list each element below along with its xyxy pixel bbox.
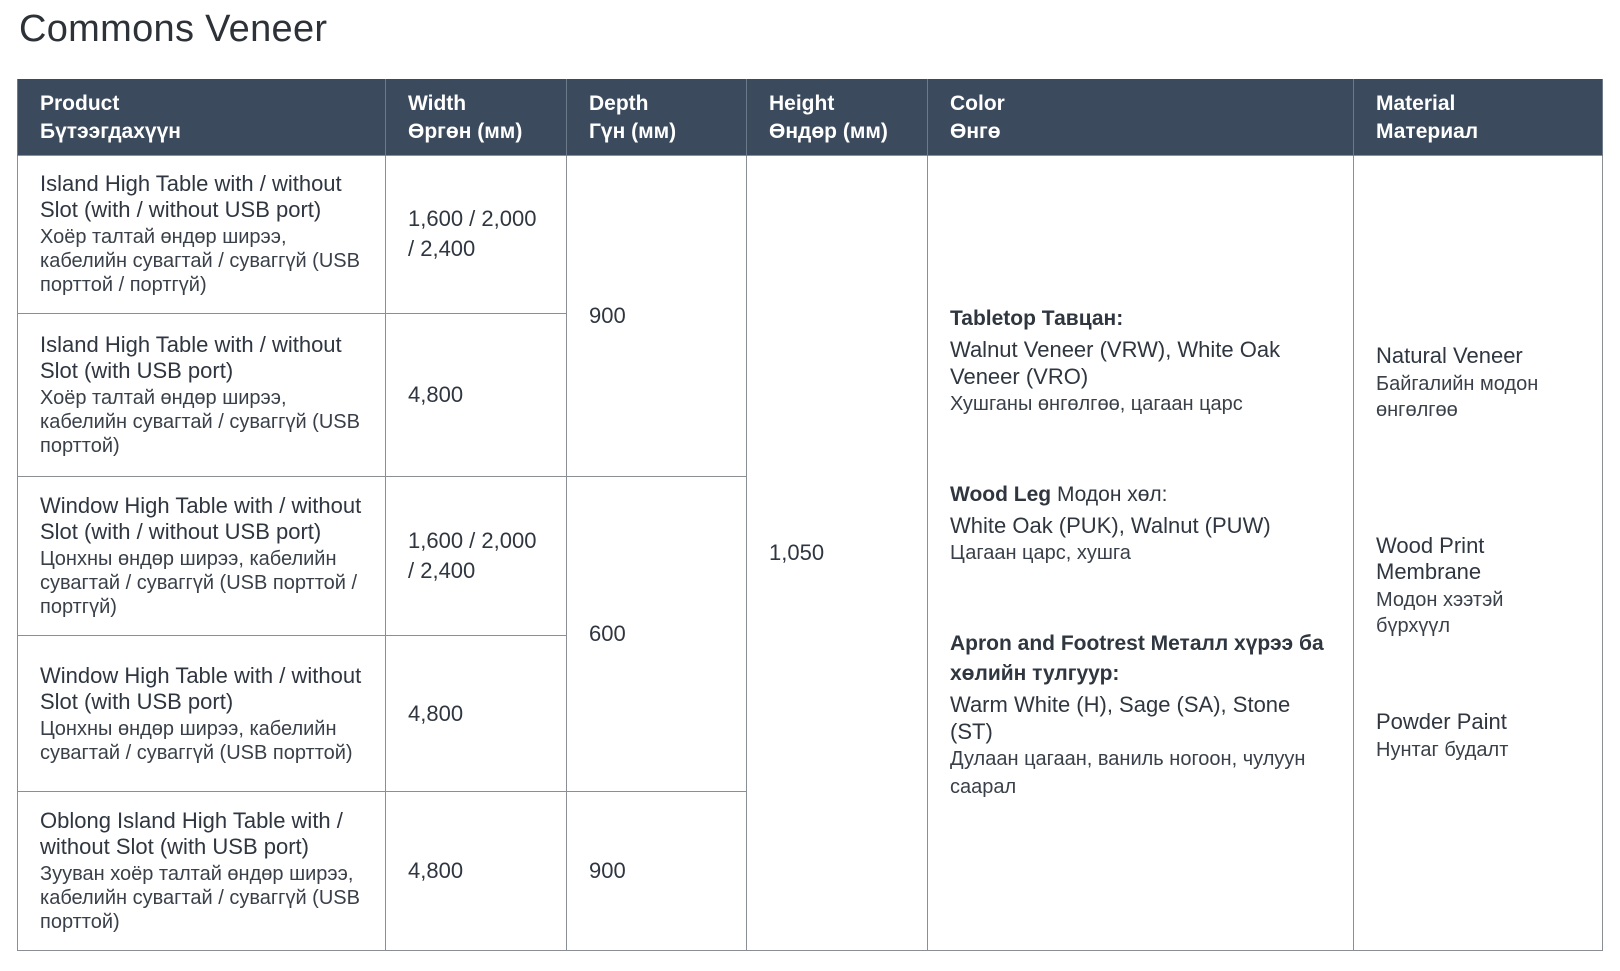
width-cell: 4,800 [386,635,567,791]
color-wood-leg: Wood Leg Модон хөл: White Oak (PUK), Walnut (PUW) Цагаан царс, хушга [950,483,1271,565]
height-cell: 1,050 [747,155,928,951]
table-header-row [18,79,1603,155]
material-wood-print: Wood Print Membrane Модон хээтэй бүрхүүл [1376,532,1504,637]
width-cell: 1,600 / 2,000 / 2,400 [386,477,567,635]
header-material: Material Материал [1354,79,1603,155]
product-name-en: Island High Table with / without Slot (with / without USB port) [40,171,342,223]
table-row [18,155,1603,313]
header-width: Width Өргөн (мм) [386,79,567,155]
spec-table [17,79,1603,951]
material-cell [1354,155,1603,951]
width-cell: 1,600 / 2,000 / 2,400 [386,155,567,313]
product-cell: Island High Table with / without Slot (with USB port) Хоёр талтай өндөр ширээ, кабелийн сувагтай / суваггүй (USB порттой) [18,313,386,477]
material-powder-paint: Powder Paint Нунтаг будалт [1376,708,1509,761]
material-natural-veneer: Natural Veneer Байгалийн модон өнгөлгөө [1376,342,1539,421]
header-product: Product Бүтээгдахүүн [18,79,386,155]
product-name-mn: Хоёр талтай өндөр ширээ, кабелийн сувагтай / суваггүй (USB порттой / портгүй) [40,226,360,297]
depth-cell: 600 [567,477,747,792]
product-cell: Window High Table with / without Slot (with / without USB port) Цонхны өндөр ширээ, кабелийн сувагтай / суваггүй (USB порттой / портгүй) [18,477,386,635]
product-cell: Oblong Island High Table with / without Slot (with USB port) Зууван хоёр талтай өндөр ширээ, кабелийн сувагтай / суваггүй (USB порттой) [18,792,386,951]
width-cell: 4,800 [386,313,567,477]
page-title: Commons Veneer [19,8,328,50]
header-depth: Depth Гүн (мм) [567,79,747,155]
color-tabletop: Tabletop Тавцан: Walnut Veneer (VRW), White Oak Veneer (VRO) Хушганы өнгөлгөө, цагаан царс [950,307,1281,416]
product-cell: Window High Table with / without Slot (with USB port) Цонхны өндөр ширээ, кабелийн сувагтай / суваггүй (USB порттой) [18,635,386,791]
depth-cell: 900 [567,792,747,951]
color-cell [928,155,1354,951]
product-cell [18,155,386,313]
color-apron-footrest: Apron and Footrest Металл хүрээ ба хөлийн тулгуур: Warm White (H), Sage (SA), Stone (ST) Дулаан цагаан, ваниль ногоон, чулуун саарал [950,632,1324,799]
depth-cell: 900 [567,155,747,477]
header-color: Color Өнгө [928,79,1354,155]
header-height: Height Өндөр (мм) [747,79,928,155]
width-cell: 4,800 [386,792,567,951]
